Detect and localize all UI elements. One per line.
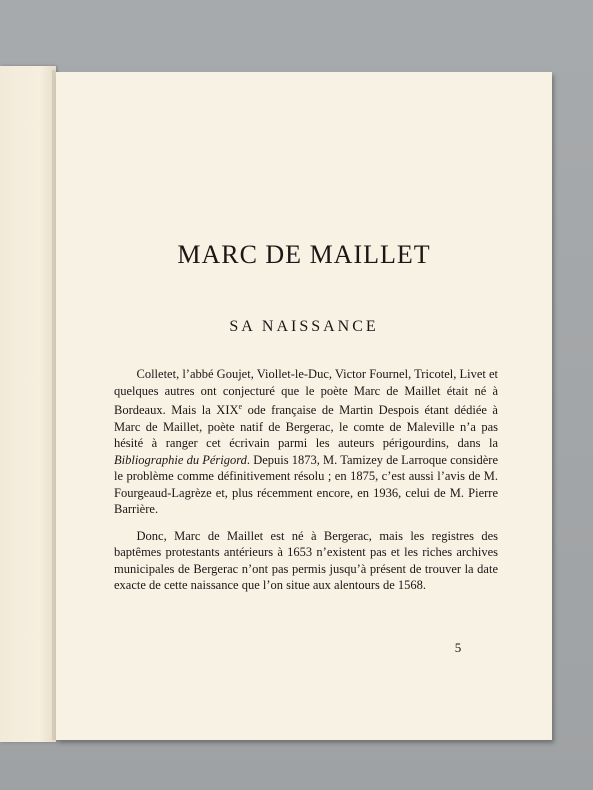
facing-page bbox=[0, 66, 56, 742]
body-text bbox=[114, 366, 498, 604]
section-heading: SA NAISSANCE bbox=[229, 318, 379, 335]
page-number: 5 bbox=[454, 640, 462, 655]
paragraph-2: Donc, Marc de Maillet est né à Bergerac, mais les registres des baptêmes protestants antérieurs à 1653 n’existent pas et les riches archives municipales de Bergerac n’ont pas permis jusqu’à présent de trouver la date exacte de cette naissance que l’on situe aux alentours de 1568. bbox=[114, 528, 498, 593]
page-title: MARC DE MAILLET bbox=[177, 240, 431, 269]
paragraph-1 bbox=[114, 366, 498, 518]
paragraph-1-part-2: ode française de Martin Despois étant dédiée à Marc de Maillet, poète natif de Bergerac, le comte de Maleville n’a pas hésité à ranger cet écrivain parmi les auteurs périgourdins, dans la bbox=[114, 403, 498, 451]
paragraph-1-part-3: . Depuis 1873, M. Tamizey de Larroque considère le problème comme définitivement résolu ; en 1875, c’est aussi l’avis de M. Fourgeaud-Lagrèze et, plus récemment encore, en 1936, celui de M. Pierre Barrière. bbox=[114, 452, 498, 517]
superscript-e: e bbox=[238, 402, 243, 411]
book-title-italic: Bibliographie du Périgord bbox=[114, 452, 247, 467]
paragraph-1-part-1: Colletet, l’abbé Goujet, Viollet-le-Duc, Victor Fournel, Tricotel, Livet et quelques autres ont conjecturé que le poète Marc de Maillet était né à Bordeaux. Mais la XIX bbox=[114, 367, 499, 418]
book-page bbox=[56, 72, 552, 740]
